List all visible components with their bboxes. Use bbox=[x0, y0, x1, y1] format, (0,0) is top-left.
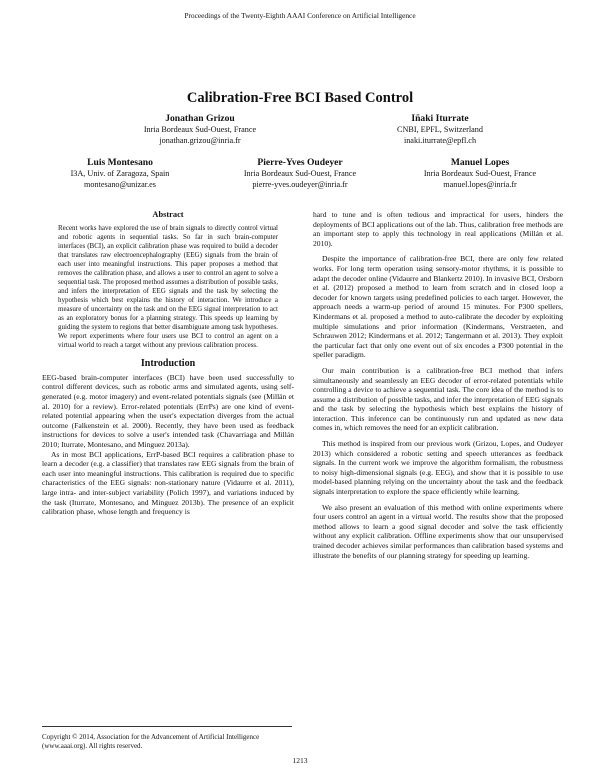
author-affiliation: Inria Bordeaux Sud-Ouest, France bbox=[143, 125, 257, 134]
right-column bbox=[313, 210, 563, 560]
abstract-body bbox=[42, 224, 294, 351]
left-column bbox=[42, 210, 294, 517]
author-block bbox=[395, 157, 565, 190]
paragraph: EEG-based brain-computer interfaces (BCI) have been used successfully to control different devices, such as robotic arms and simulated agents, using self-generated (e.g. motor imagery) and event-related potentials signals (see (Millán et al. 2010) for a review). Error-related potentials (ErrPs) are one kind of event-related potential appearing when the user's expectation diverges from the actual outcome (Falkenstein et al. 2000). Recently, they have been used as feedback instructions for devices to solve a user's intended task (Chavarriaga and Millán 2010; Iturrate, Montesano, and Minguez 2013a). bbox=[42, 372, 294, 449]
paper-title: Calibration-Free BCI Based Control bbox=[186, 90, 414, 106]
paragraph: hard to tune and is often tedious and impractical for users, hinders the deployments of BCI applications out of the lab. Thus, calibration free methods are an important step to apply this technology in real applications (Millán et al. 2010). bbox=[313, 210, 563, 248]
author-email: jonathan.grizou@inria.fr bbox=[159, 135, 241, 145]
author-email: pierre-yves.oudeyer@inria.fr bbox=[252, 179, 348, 189]
author-name: Pierre-Yves Oudeyer bbox=[257, 157, 343, 168]
abstract-text: Recent works have explored the use of brain signals to directly control virtual and robotic agents in sequential tasks. So far in such brain-computer interfaces (BCI), an explicit calibration phase was required to build a decoder that translates raw electroencephalography (EEG) signals from the brain of each user into meaningful instructions. This paper proposes a method that removes the calibration phase, and allows a user to control an agent to solve a sequential task. The proposed method assumes a distribution of possible tasks, and infers the interpretation of EEG signals and the task by selecting the hypothesis which best explains the history of interaction. We introduce a measure of uncertainty on the task and on the EEG signal interpretation to act as an exploratory bonus for a planning strategy. This speeds up learning by guiding the system to regions that better disambiguate among task hypotheses. We report experiments where four users use BCI to control an agent on a virtual world to reach a target without any previous calibration process. bbox=[58, 223, 278, 350]
author-email: manuel.lopes@inria.fr bbox=[443, 179, 517, 189]
author-email: montesano@unizar.es bbox=[84, 179, 156, 189]
introduction-heading: Introduction bbox=[140, 358, 196, 370]
author-affiliation: CNBI, EPFL, Switzerland bbox=[397, 125, 483, 134]
author-affiliation: Inria Bordeaux Sud-Ouest, France bbox=[243, 169, 357, 178]
paragraph: Our main contribution is a calibration-free BCI method that infers simultaneously and seamlessly an EEG decoder of error-related potentials while controlling a device to achieve a sequential task. The core idea of the method is to assume a distribution of possible tasks, and infer the interpretation of EEG signals and the task by selecting the hypothesis which best explains the history of interaction. This inference can be continuously run and updated as new data comes in, which removes the need for an explicit calibration. bbox=[313, 365, 563, 433]
author-block bbox=[215, 157, 385, 190]
author-name: Luis Montesano bbox=[87, 157, 153, 168]
copyright-notice: Copyright © 2014, Association for the Advancement of Artificial Intelligence (www.aaai.org). All rights reserved. bbox=[42, 726, 292, 751]
author-block bbox=[40, 157, 200, 190]
author-affiliation: I3A, Univ. of Zaragoza, Spain bbox=[70, 169, 170, 178]
paragraph: We also present an evaluation of this method with online experiments where four users control an agent in a virtual world. The results show that the proposed method allows to learn a good signal decoder and solve the task efficiently without any explicit calibration. Offline experiments show that our unsupervised trained decoder achieves similar performances than calibration based systems and illustrate the benefits of our planning strategy for speeding up learning. bbox=[313, 502, 563, 560]
author-name: Jonathan Grizou bbox=[165, 113, 235, 124]
paragraph: Despite the importance of calibration-free BCI, there are only few related works. For long term operation using sensory-motor rhythms, it is possible to adapt the decoder online (Vidaurre and Blankertz 2010). In invasive BCI, Orsborn et al. (2012) proposed a method to learn from scratch and in closed loop a decoder for known targets using predefined policies to each target. However, the approach needs a warm-up period of around 15 minutes. For P300 spellers, Kindermans et al. proposed a method to auto-calibrate the decoder by exploiting multiple simulations and prior information (Kindermans, Verstraeten, and Schrauwen 2012; Kindermans et al. 2012; Tangermann et al. 2013). They exploit the particular fact that only one event out of six encodes a P300 potential in the speller paradigm. bbox=[313, 254, 563, 360]
author-block bbox=[100, 113, 300, 146]
paragraph: As in most BCI applications, ErrP-based BCI requires a calibration phase to learn a decoder (e.g. a classifier) that translates raw EEG signals from the brain of each user into meaningful instructions. This calibration is required due to specific characteristics of the EEG signals: non-stationary nature (Vidaurre et al. 2011), large intra- and inter-subject variability (Polich 1997), and variations induced by the task (Iturrate, Montesano, and Minguez 2013b). The presence of an explicit calibration phase, whose length and frequency is bbox=[42, 449, 294, 517]
abstract-heading: Abstract bbox=[152, 210, 184, 219]
author-block bbox=[345, 113, 535, 146]
author-email: inaki.iturrate@epfl.ch bbox=[403, 135, 477, 145]
proceedings-header: Proceedings of the Twenty-Eighth AAAI Conference on Artificial Intelligence bbox=[184, 11, 416, 20]
author-name: Iñaki Iturrate bbox=[411, 113, 469, 124]
author-affiliation: Inria Bordeaux Sud-Ouest, France bbox=[423, 169, 537, 178]
paragraph: This method is inspired from our previous work (Grizou, Lopes, and Oudeyer 2013) which considered a robotic setting and speech utterances as feedback signals. In the current work we improve the algorithm formalism, the robustness to noisy high-dimensional signals (e.g. EEG), and show that it is possible to use model-based planning relying on the uncertainty about the task and the feedback signals interpretation to explore the space efficiently while learning. bbox=[313, 439, 563, 497]
page-number: 1213 bbox=[292, 756, 308, 765]
author-name: Manuel Lopes bbox=[450, 157, 510, 168]
